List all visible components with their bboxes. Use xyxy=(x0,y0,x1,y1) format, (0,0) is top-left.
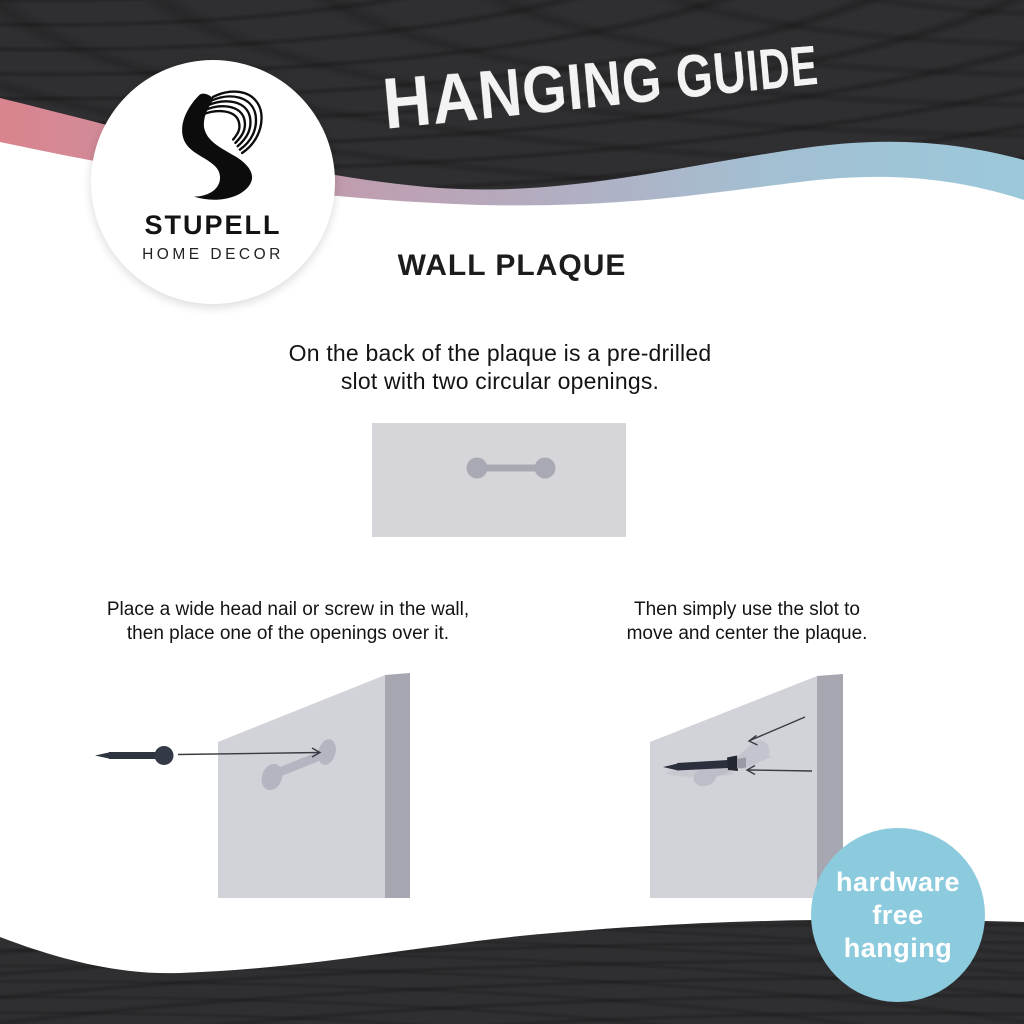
step2-caption xyxy=(562,598,932,645)
plaque-back-diagram xyxy=(372,423,626,537)
step1-line-1: Place a wide head nail or screw in the wall, xyxy=(106,599,470,620)
step1-line-2: then place one of the openings over it. xyxy=(126,622,450,644)
intro-line-2: slot with two circular openings. xyxy=(340,368,660,394)
step2-line-1: Then simply use the slot to xyxy=(634,599,860,620)
wall-front-face xyxy=(218,675,385,898)
brand-name: STUPELL xyxy=(144,210,282,240)
badge-line-2: free xyxy=(872,899,924,930)
wall-side-face xyxy=(385,673,410,898)
product-type-heading: WALL PLAQUE xyxy=(397,249,627,282)
wall-front-face xyxy=(650,676,817,898)
step1-illustration xyxy=(85,660,425,910)
badge-line-1: hardware xyxy=(835,866,961,897)
intro-text xyxy=(180,339,820,395)
nail-icon xyxy=(95,746,174,765)
step2-line-2: move and center the plaque. xyxy=(626,622,868,644)
brand-logo-medallion xyxy=(91,60,335,304)
slot-with-two-openings-icon xyxy=(372,423,626,537)
page-title: HANGING GUIDE xyxy=(379,35,821,145)
intro-line-1: On the back of the plaque is a pre-drilled xyxy=(288,340,712,366)
stupell-s-swoosh-icon xyxy=(157,80,269,208)
badge-line-3: hanging xyxy=(843,932,953,963)
brand-tagline: HOME DECOR xyxy=(142,246,284,263)
step1-caption xyxy=(103,598,473,645)
hardware-free-hanging-badge xyxy=(811,828,985,1002)
